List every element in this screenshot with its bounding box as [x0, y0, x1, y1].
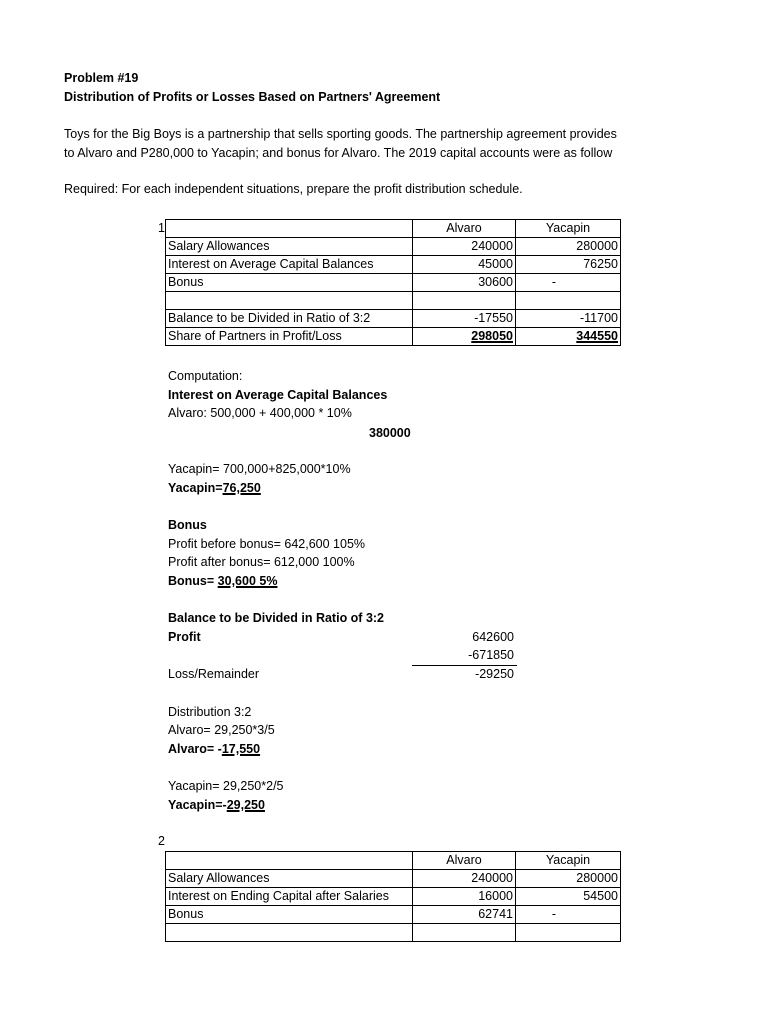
profit-value: 642600 [472, 630, 514, 644]
yacapin-distribution-result [168, 796, 265, 814]
computation-heading: Computation: [168, 369, 243, 383]
alvaro-interest-formula: Alvaro: 500,000 + 400,000 * 10% [168, 406, 352, 420]
deduction-value: -671850 [468, 648, 514, 662]
table-row [166, 256, 621, 274]
row-label [166, 924, 413, 942]
bonus-result-label: Bonus= [168, 574, 215, 588]
problem-number: Problem #19 [64, 71, 139, 85]
row-label: Salary Allowances [166, 870, 413, 888]
table-row [166, 238, 621, 256]
required-instruction: Required: For each independent situations, prepare the profit distribution schedule. [64, 182, 523, 196]
row-label: Bonus [166, 274, 413, 292]
table1-number: 1 [158, 221, 165, 235]
alvaro-value [413, 924, 516, 942]
row-label: Interest on Ending Capital after Salaries [166, 888, 413, 906]
alvaro-capital-sum: 380000 [369, 426, 411, 440]
yacapin-value [516, 924, 621, 942]
table1-col-yacapin: Yacapin [516, 220, 621, 238]
yacapin-interest-formula: Yacapin= 700,000+825,000*10% [168, 462, 351, 476]
table-row [166, 906, 621, 924]
row-label: Interest on Average Capital Balances [166, 256, 413, 274]
table1-header-row [166, 220, 621, 238]
table1-header-label [166, 220, 413, 238]
alvaro-value: -17550 [413, 310, 516, 328]
yacapin-value [516, 292, 621, 310]
row-label: Bonus [166, 906, 413, 924]
table-row [166, 310, 621, 328]
alvaro-distribution-label: Alvaro= - [168, 742, 222, 756]
yacapin-interest-label: Yacapin= [168, 481, 223, 495]
table-row [166, 328, 621, 346]
alvaro-value: 240000 [413, 870, 516, 888]
table2-header-row [166, 852, 621, 870]
table1 [165, 219, 621, 346]
table-row [166, 870, 621, 888]
distribution-heading: Distribution 3:2 [168, 705, 252, 719]
bonus-result [168, 572, 277, 590]
yacapin-value: - [516, 906, 621, 924]
alvaro-total: 298050 [413, 328, 516, 346]
alvaro-distribution-value: 17,550 [221, 742, 261, 756]
table2-header-label [166, 852, 413, 870]
yacapin-value: 76250 [516, 256, 621, 274]
row-label: Salary Allowances [166, 238, 413, 256]
row-label [166, 292, 413, 310]
profit-label: Profit [168, 630, 201, 644]
yacapin-distribution-value: 29,250 [226, 798, 265, 812]
table-row [166, 274, 621, 292]
yacapin-distribution-formula: Yacapin= 29,250*2/5 [168, 779, 284, 793]
balance-heading: Balance to be Divided in Ratio of 3:2 [168, 611, 385, 625]
alvaro-value: 240000 [413, 238, 516, 256]
yacapin-interest-result [168, 479, 261, 497]
profit-before-bonus: Profit before bonus= 642,600 105% [168, 537, 366, 551]
alvaro-value: 16000 [413, 888, 516, 906]
alvaro-distribution-formula: Alvaro= 29,250*3/5 [168, 723, 275, 737]
yacapin-total: 344550 [516, 328, 621, 346]
yacapin-value: - [516, 274, 621, 292]
alvaro-distribution-result [168, 740, 260, 758]
intro-line-1: Toys for the Big Boys is a partnership that sells sporting goods. The partnership agreement provides [64, 127, 617, 141]
yacapin-value: 280000 [516, 238, 621, 256]
yacapin-value: -11700 [516, 310, 621, 328]
table2-col-alvaro: Alvaro [413, 852, 516, 870]
yacapin-distribution-label: Yacapin=- [168, 798, 227, 812]
table-row [166, 292, 621, 310]
profit-after-bonus: Profit after bonus= 612,000 100% [168, 555, 355, 569]
table1-col-alvaro: Alvaro [413, 220, 516, 238]
bonus-result-value: 30,600 5% [217, 574, 278, 588]
table-row [166, 888, 621, 906]
yacapin-value: 280000 [516, 870, 621, 888]
alvaro-value: 62741 [413, 906, 516, 924]
table-row [166, 924, 621, 942]
interest-heading: Interest on Average Capital Balances [168, 388, 388, 402]
remainder-value: -29250 [475, 667, 514, 681]
row-label: Balance to be Divided in Ratio of 3:2 [166, 310, 413, 328]
alvaro-value: 45000 [413, 256, 516, 274]
table2-col-yacapin: Yacapin [516, 852, 621, 870]
intro-line-2: to Alvaro and P280,000 to Yacapin; and bonus for Alvaro. The 2019 capital accounts were as follow [64, 146, 613, 160]
alvaro-value: 30600 [413, 274, 516, 292]
alvaro-value [413, 292, 516, 310]
yacapin-value: 54500 [516, 888, 621, 906]
bonus-heading: Bonus [168, 518, 207, 532]
table2-number: 2 [158, 834, 165, 848]
yacapin-interest-value: 76,250 [222, 481, 261, 495]
remainder-label: Loss/Remainder [168, 667, 260, 681]
row-label: Share of Partners in Profit/Loss [166, 328, 413, 346]
table2 [165, 851, 621, 942]
problem-title: Distribution of Profits or Losses Based on Partners' Agreement [64, 90, 441, 104]
